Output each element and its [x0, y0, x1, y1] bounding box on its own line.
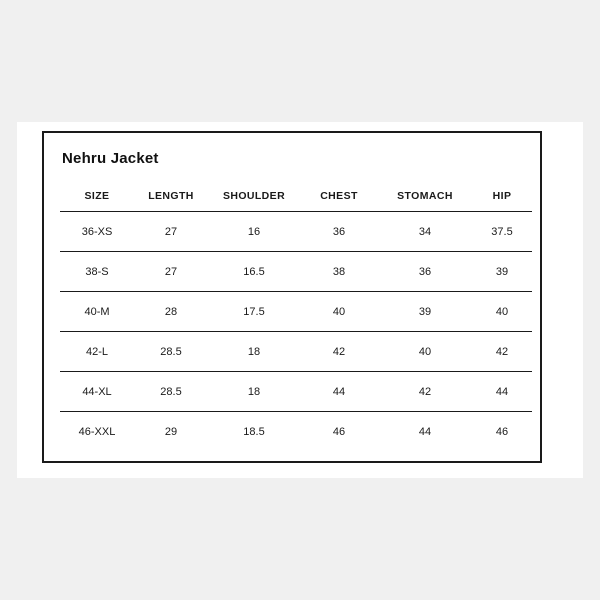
cell-size: 42-L [85, 345, 109, 358]
table-header-row [60, 181, 532, 212]
cell-length: 27 [164, 265, 178, 278]
cell-stomach: 40 [418, 345, 432, 358]
cell-shoulder: 17.5 [243, 305, 265, 318]
cell-shoulder: 16 [247, 225, 261, 238]
cell-size: 36-XS [81, 225, 113, 238]
cell-hip: 40 [495, 305, 509, 318]
size-chart-table [60, 181, 532, 451]
cell-length: 28 [164, 305, 178, 318]
column-header-shoulder: SHOULDER [208, 181, 300, 212]
cell-hip: 39 [495, 265, 509, 278]
cell-length: 28.5 [160, 345, 182, 358]
column-header-hip: HIP [472, 181, 532, 212]
cell-stomach: 36 [418, 265, 432, 278]
size-chart-container [42, 131, 542, 463]
cell-shoulder: 18 [247, 385, 261, 398]
cell-stomach: 34 [418, 225, 432, 238]
cell-hip: 44 [495, 385, 509, 398]
cell-size: 46-XXL [78, 425, 116, 438]
column-header-length: LENGTH [134, 181, 208, 212]
cell-shoulder: 18 [247, 345, 261, 358]
table-row [60, 292, 532, 332]
table-row [60, 412, 532, 452]
cell-hip: 37.5 [491, 225, 513, 238]
column-header-chest: CHEST [300, 181, 378, 212]
table-row [60, 372, 532, 412]
cell-chest: 42 [332, 345, 346, 358]
column-header-stomach: STOMACH [378, 181, 472, 212]
cell-chest: 40 [332, 305, 346, 318]
cell-hip: 46 [495, 425, 509, 438]
cell-chest: 36 [332, 225, 346, 238]
table-row [60, 212, 532, 252]
cell-stomach: 42 [418, 385, 432, 398]
cell-hip: 42 [495, 345, 509, 358]
cell-size: 40-M [84, 305, 110, 318]
cell-size: 38-S [85, 265, 109, 278]
cell-length: 27 [164, 225, 178, 238]
cell-size: 44-XL [82, 385, 112, 398]
table-row [60, 252, 532, 292]
cell-chest: 46 [332, 425, 346, 438]
cell-stomach: 39 [418, 305, 432, 318]
table-header [60, 181, 532, 212]
table-body [60, 212, 532, 452]
table-row [60, 332, 532, 372]
cell-length: 28.5 [160, 385, 182, 398]
cell-shoulder: 18.5 [243, 425, 265, 438]
cell-chest: 38 [332, 265, 346, 278]
cell-shoulder: 16.5 [243, 265, 265, 278]
page-title: Nehru Jacket [62, 150, 159, 167]
cell-chest: 44 [332, 385, 346, 398]
column-header-size: SIZE [60, 181, 134, 212]
cell-stomach: 44 [418, 425, 432, 438]
cell-length: 29 [164, 425, 178, 438]
